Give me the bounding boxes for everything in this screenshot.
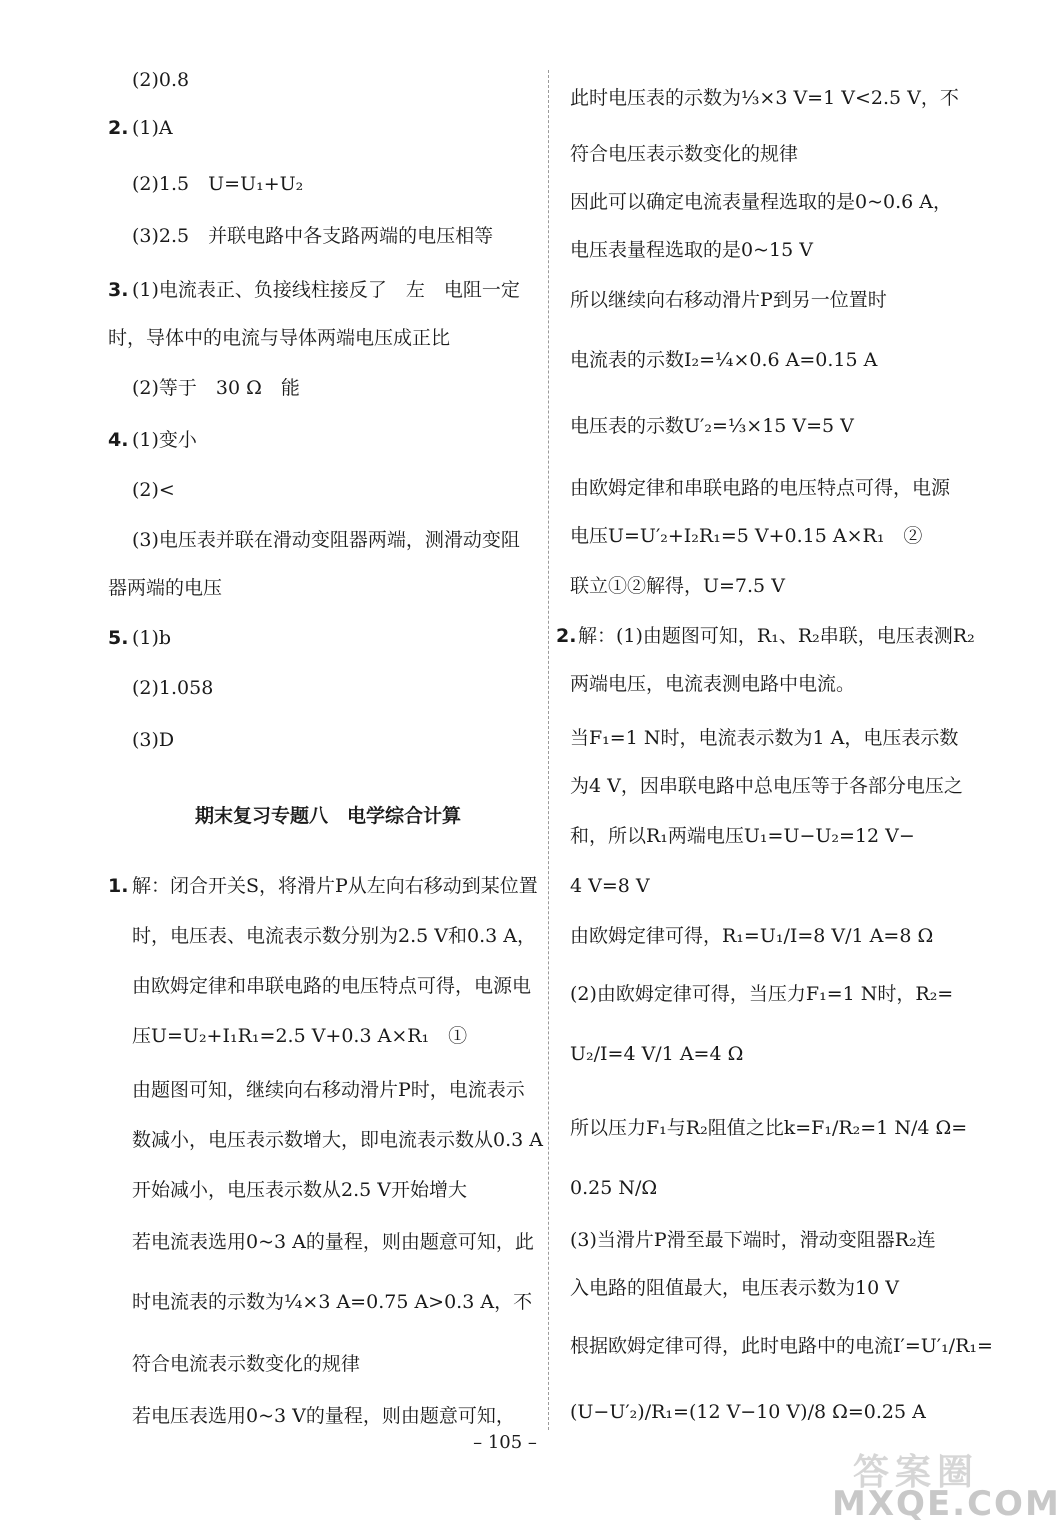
- answer-line: (1)电流表正、负接线柱接反了 左 电阻一定: [132, 279, 520, 301]
- answer-line: (3)D: [132, 729, 175, 751]
- answer-line: 4 V=8 V: [570, 875, 650, 897]
- answer-line: 所以继续向右移动滑片P到另一位置时: [570, 289, 887, 311]
- answer-line: 解：闭合开关S，将滑片P从左向右移动到某位置: [132, 875, 538, 897]
- answer-line: 时，导体中的电流与导体两端电压成正比: [108, 327, 451, 349]
- answer-line: 当F₁=1 N时，电流表示数为1 A，电压表示数: [570, 727, 959, 749]
- answer-line: 电流表的示数I₂=¼×0.6 A=0.15 A: [570, 349, 878, 371]
- answer-line: 为4 V，因串联电路中总电压等于各部分电压之: [570, 775, 963, 797]
- watermark: [832, 1444, 1061, 1532]
- answer-line: (3)2.5 并联电路中各支路两端的电压相等: [132, 225, 494, 247]
- answer-line: 时，电压表、电流表示数分别为2.5 V和0.3 A，: [132, 925, 536, 947]
- answer-line: 电压表量程选取的是0~15 V: [570, 239, 813, 261]
- answer-line: 联立①②解得，U=7.5 V: [570, 575, 785, 597]
- answer-line: 时电流表的示数为¼×3 A=0.75 A>0.3 A，不: [132, 1291, 533, 1313]
- answer-line: 开始减小，电压表示数从2.5 V开始增大: [132, 1179, 467, 1201]
- answer-line: 此时电压表的示数为⅓×3 V=1 V<2.5 V，不: [570, 87, 959, 109]
- answer-line: 和，所以R₁两端电压U₁=U−U₂=12 V−: [570, 825, 915, 847]
- answer-line: 根据欧姆定律可得，此时电路中的电流I′=U′₁/R₁=: [570, 1335, 993, 1357]
- answer-line: 压U=U₂+I₁R₁=2.5 V+0.3 A×R₁ ①: [132, 1025, 468, 1047]
- question-number: 4.: [108, 429, 129, 451]
- answer-line: (2)等于 30 Ω 能: [132, 377, 300, 399]
- answer-line: 数减小，电压表示数增大，即电流表示数从0.3 A: [132, 1129, 543, 1151]
- answer-line: 由欧姆定律可得，R₁=U₁/I=8 V/1 A=8 Ω: [570, 925, 934, 947]
- answer-line: (1)b: [132, 627, 172, 649]
- answer-line: 电压U=U′₂+I₂R₁=5 V+0.15 A×R₁ ②: [570, 525, 923, 547]
- answer-line: 符合电压表示数变化的规律: [570, 143, 799, 165]
- answer-line: 符合电流表示数变化的规律: [132, 1353, 361, 1375]
- answer-line: 由欧姆定律和串联电路的电压特点可得，电源电: [132, 975, 532, 997]
- answer-line: 所以压力F₁与R₂阻值之比k=F₁/R₂=1 N/4 Ω=: [570, 1117, 968, 1139]
- watermark-text: MXQE.COM: [832, 1484, 1061, 1524]
- watermark-logo: 答案圈: [852, 1452, 979, 1493]
- question-number: 5.: [108, 627, 129, 649]
- section-title: 期末复习专题八 电学综合计算: [194, 805, 461, 827]
- answer-line: 若电流表选用0~3 A的量程，则由题意可知，此: [132, 1231, 534, 1253]
- answer-line: 由题图可知，继续向右移动滑片P时，电流表示: [132, 1079, 525, 1101]
- answer-line: (2)0.8: [132, 69, 190, 91]
- answer-line: (1)A: [132, 117, 173, 139]
- answer-line: 因此可以确定电流表量程选取的是0~0.6 A，: [570, 191, 952, 213]
- answer-line: (U−U′₂)/R₁=(12 V−10 V)/8 Ω=0.25 A: [570, 1401, 926, 1423]
- answer-line: (3)当滑片P滑至最下端时，滑动变阻器R₂连: [570, 1229, 936, 1251]
- column-divider: [548, 70, 549, 1430]
- answer-line: (2)由欧姆定律可得，当压力F₁=1 N时，R₂=: [570, 983, 954, 1005]
- answer-line: (3)电压表并联在滑动变阻器两端，测滑动变阻: [132, 529, 520, 551]
- question-number: 3.: [108, 279, 129, 301]
- question-number: 2.: [108, 117, 129, 139]
- answer-line: (1)变小: [132, 429, 197, 451]
- page-number: – 105 –: [473, 1432, 537, 1453]
- answer-line: U₂/I=4 V/1 A=4 Ω: [570, 1043, 744, 1065]
- answer-line: 电压表的示数U′₂=⅓×15 V=5 V: [570, 415, 854, 437]
- question-number: 2.: [556, 625, 577, 647]
- answer-line: (2)1.5 U=U₁+U₂: [132, 173, 304, 195]
- answer-line: 由欧姆定律和串联电路的电压特点可得，电源: [570, 477, 951, 499]
- answer-line: 两端电压，电流表测电路中电流。: [570, 673, 856, 695]
- answer-line: 器两端的电压: [108, 577, 223, 599]
- answer-line: 解：(1)由题图可知，R₁、R₂串联，电压表测R₂: [578, 625, 975, 647]
- answer-line: (2)<: [132, 479, 175, 501]
- answer-line: 0.25 N/Ω: [570, 1177, 658, 1199]
- question-number: 1.: [108, 875, 129, 897]
- answer-line: (2)1.058: [132, 677, 214, 699]
- answer-line: 入电路的阻值最大，电压表示数为10 V: [570, 1277, 899, 1299]
- answer-line: 若电压表选用0~3 V的量程，则由题意可知，: [132, 1405, 515, 1427]
